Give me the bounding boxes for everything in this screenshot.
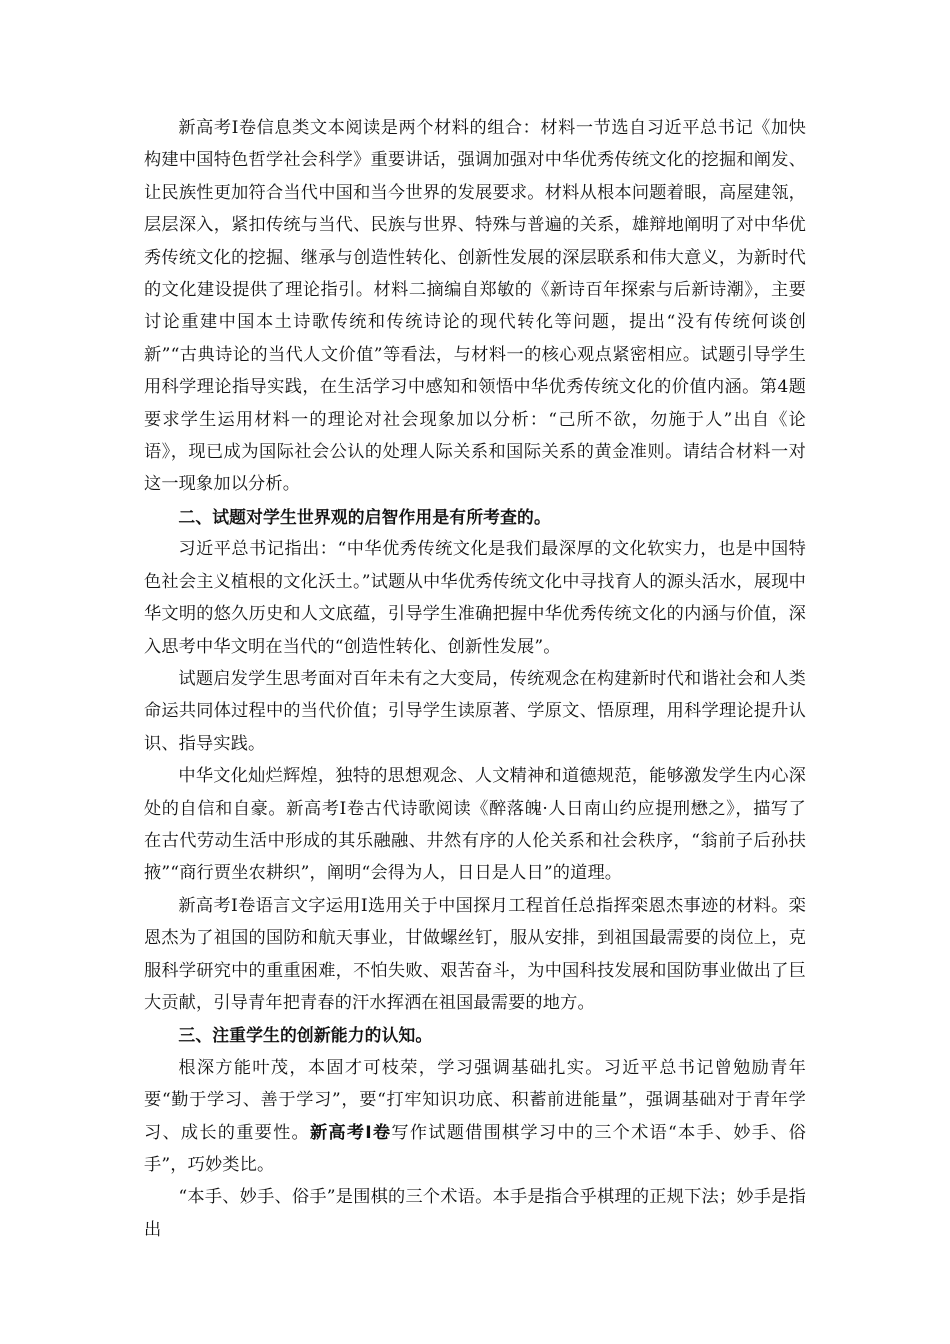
document-body <box>144 112 806 1246</box>
paragraph-go-terms: “本手、妙手、俗手”是围棋的三个术语。本手是指合乎棋理的正规下法；妙手是指出 <box>144 1187 806 1240</box>
section-heading-3: 三、注重学生的创新能力的认知。 <box>178 1025 433 1046</box>
paragraph-luan-enjie: 新高考Ⅰ卷语言文字运用Ⅰ选用关于中国探月工程首任总指挥栾恩杰事迹的材料。栾恩杰为了祖国的国防和航天事业，甘做螺丝钉，服从安排，到祖国最需要的岗位上，克服科学研究中的重重困难，不怕失败、艰苦奋斗，为中国科技发展和国防事业做出了巨大贡献，引导青年把青春的汗水挥洒在祖国最需要的地方。 <box>144 895 806 1013</box>
paragraph-foundation-text-after: 写作试题借围棋学习中的三个术语“本手、妙手、俗手”，巧妙类比。 <box>144 1122 806 1175</box>
paragraph-foundation-bold-term: 新高考Ⅰ卷 <box>309 1122 392 1143</box>
paragraph-foundation <box>144 1052 806 1182</box>
paragraph-chinese-culture: 中华文化灿烂辉煌，独特的思想观念、人文精神和道德规范，能够激发学生内心深处的自信和自豪。新高考Ⅰ卷古代诗歌阅读《醉落魄·人日南山约应提刑懋之》，描写了在古代劳动生活中形成的其乐融融、井然有序的人伦关系和社会秩序，“翁前子后孙扶掖”“商行贾坐农耕织”，阐明“会得为人，日日是人日”的道理。 <box>144 766 806 884</box>
paragraph-material-intro: 新高考Ⅰ卷信息类文本阅读是两个材料的组合：材料一节选自习近平总书记《加快构建中国特色哲学社会科学》重要讲话，强调加强对中华优秀传统文化的挖掘和阐发、让民族性更加符合当代中国和当今世界的发展要求。材料从根本问题着眼，高屋建瓴，层层深入，紧扣传统与当代、民族与世界、特殊与普遍的关系，雄辩地阐明了对中华优秀传统文化的挖掘、继承与创造性转化、创新性发展的深层联系和伟大意义，为新时代的文化建设提供了理论指引。材料二摘编自郑敏的《新诗百年探索与后新诗潮》，主要讨论重建中国本土诗歌传统和传统诗论的现代转化等问题，提出“没有传统何谈创新”“古典诗论的当代人文价值”等看法，与材料一的核心观点紧密相应。试题引导学生用科学理论指导实践，在生活学习中感知和领悟中华优秀传统文化的价值内涵。第4题要求学生运用材料一的理论对社会现象加以分析：“己所不欲，勿施于人”出自《论语》，现已成为国际社会公认的处理人际关系和国际关系的黄金准则。请结合材料一对这一现象加以分析。 <box>144 118 806 495</box>
paragraph-xi-quote: 习近平总书记指出：“中华优秀传统文化是我们最深厚的文化软实力，也是中国特色社会主义植根的文化沃土。”试题从中华优秀传统文化中寻找育人的源头活水，展现中华文明的悠久历史和人文底蕴，引导学生准确把握中华优秀传统文化的内涵与价值，深入思考中华文明在当代的“创造性转化、创新性发展”。 <box>144 539 806 657</box>
paragraph-inspire-thinking: 试题启发学生思考面对百年未有之大变局，传统观念在构建新时代和谐社会和人类命运共同体过程中的当代价值；引导学生读原著、学原文、悟原理，用科学理论提升认识、指导实践。 <box>144 668 806 754</box>
paragraph-foundation-text-before: 根深方能叶茂，本固才可枝荣，学习强调基础扎实。习近平总书记曾勉励青年要“勤于学习、善于学习”，要“打牢知识功底、积蓄前进能量”，强调基础对于青年学习、成长的重要性。 <box>144 1057 806 1143</box>
section-heading-2: 二、试题对学生世界观的启智作用是有所考查的。 <box>178 506 551 527</box>
